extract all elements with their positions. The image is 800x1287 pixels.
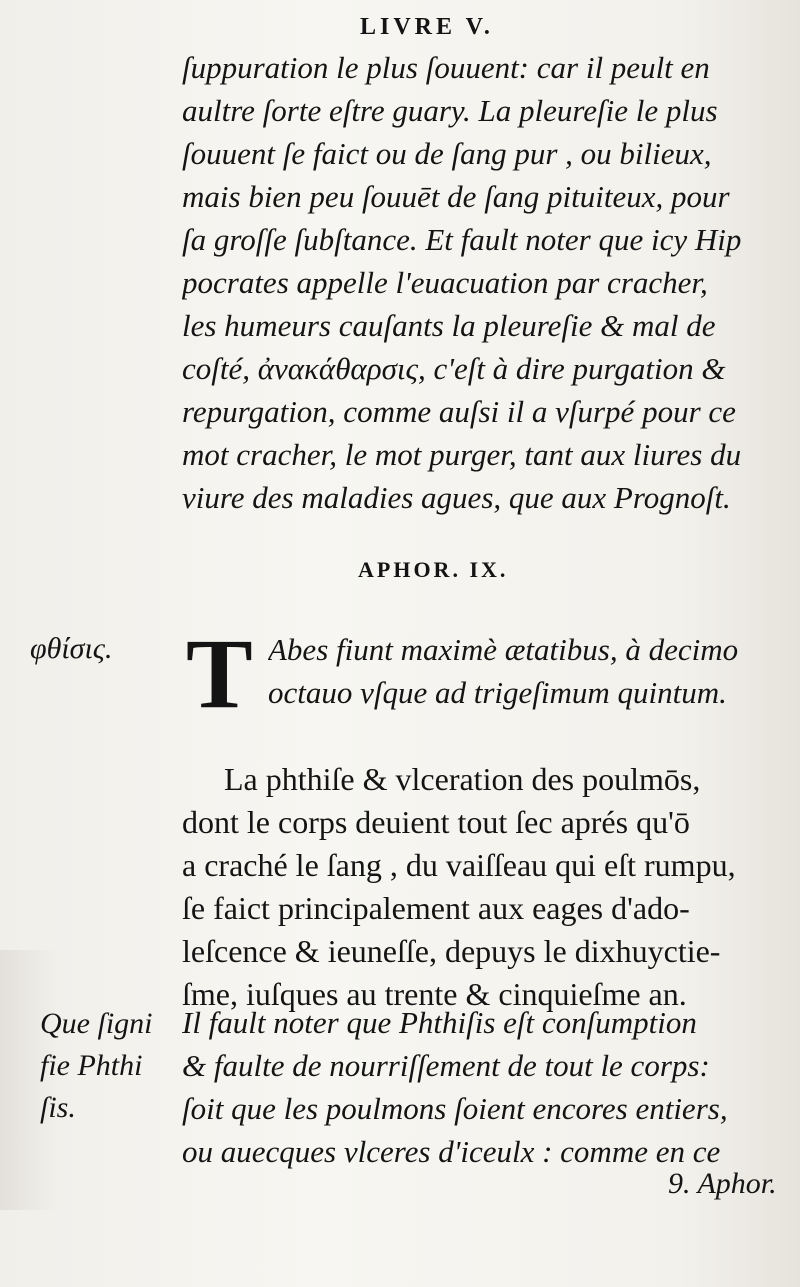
drop-capital: T [186, 618, 253, 729]
text-line: ſuppuration le plus ſouuent: car il peult en [182, 50, 710, 85]
margin-line: ſis. [40, 1091, 76, 1124]
text-line: & faulte de nourriſſement de tout le corps: [182, 1048, 710, 1083]
catchword: 9. Aphor. [668, 1167, 777, 1200]
text-line: les humeurs cauſants la pleureſie & mal de [182, 308, 716, 343]
paragraph-translation [182, 758, 782, 1016]
text-line: La phthiſe & vlceration des poulmōs, [224, 761, 701, 797]
text-line: a craché le ſang , du vaiſſeau qui eſt rumpu, [182, 847, 736, 883]
margin-greek-note: φθίσις. [30, 632, 113, 665]
aphorism-text [268, 628, 788, 714]
text-line: ou auecques vlceres d'iceulx : comme en ce [182, 1134, 721, 1169]
text-line: ſouuent ſe faict ou de ſang pur , ou bilieux, [182, 136, 712, 171]
text-line: ſme, iuſques au trente & cinquieſme an. [182, 976, 687, 1012]
aphorism-heading: APHOR. IX. [358, 557, 509, 582]
text-line: dont le corps deuient tout ſec aprés qu'ō [182, 804, 690, 840]
text-line: octauo vſque ad trigeſimum quintum. [268, 675, 727, 710]
text-line: viure des maladies agues, que aux Prognoſt. [182, 480, 731, 515]
paragraph-commentary-2 [182, 1001, 782, 1173]
margin-line: Que ſigni [40, 1007, 153, 1040]
text-line: mot cracher, le mot purger, tant aux liures du [182, 437, 742, 472]
text-line: Abes fiunt maximè ætatibus, à decimo [268, 632, 739, 667]
text-line: ſe faict principalement aux eages d'ado- [182, 890, 690, 926]
text-line: leſcence & ieuneſſe, depuys le dixhuyctie- [182, 933, 721, 969]
text-line: mais bien peu ſouuēt de ſang pituiteux, pour [182, 179, 730, 214]
text-line: coſté, ἀνακάθαρσις, c'eſt à dire purgation & [182, 351, 726, 386]
text-line: aultre ſorte eſtre guary. La pleureſie le plus [182, 93, 718, 128]
text-line: ſoit que les poulmons ſoient encores entiers, [182, 1091, 728, 1126]
running-header: LIVRE V. [360, 14, 494, 40]
paragraph-commentary [182, 46, 782, 519]
margin-line: fie Phthi [40, 1049, 143, 1082]
text-line: pocrates appelle l'euacuation par cracher, [182, 265, 708, 300]
text-line: Il fault noter que Phthiſis eſt conſumption [182, 1005, 697, 1040]
text-line: ſa groſſe ſubſtance. Et fault noter que icy Hip [182, 222, 742, 257]
text-line: repurgation, comme auſsi il a vſurpé pour ce [182, 394, 736, 429]
margin-note [40, 1003, 180, 1129]
